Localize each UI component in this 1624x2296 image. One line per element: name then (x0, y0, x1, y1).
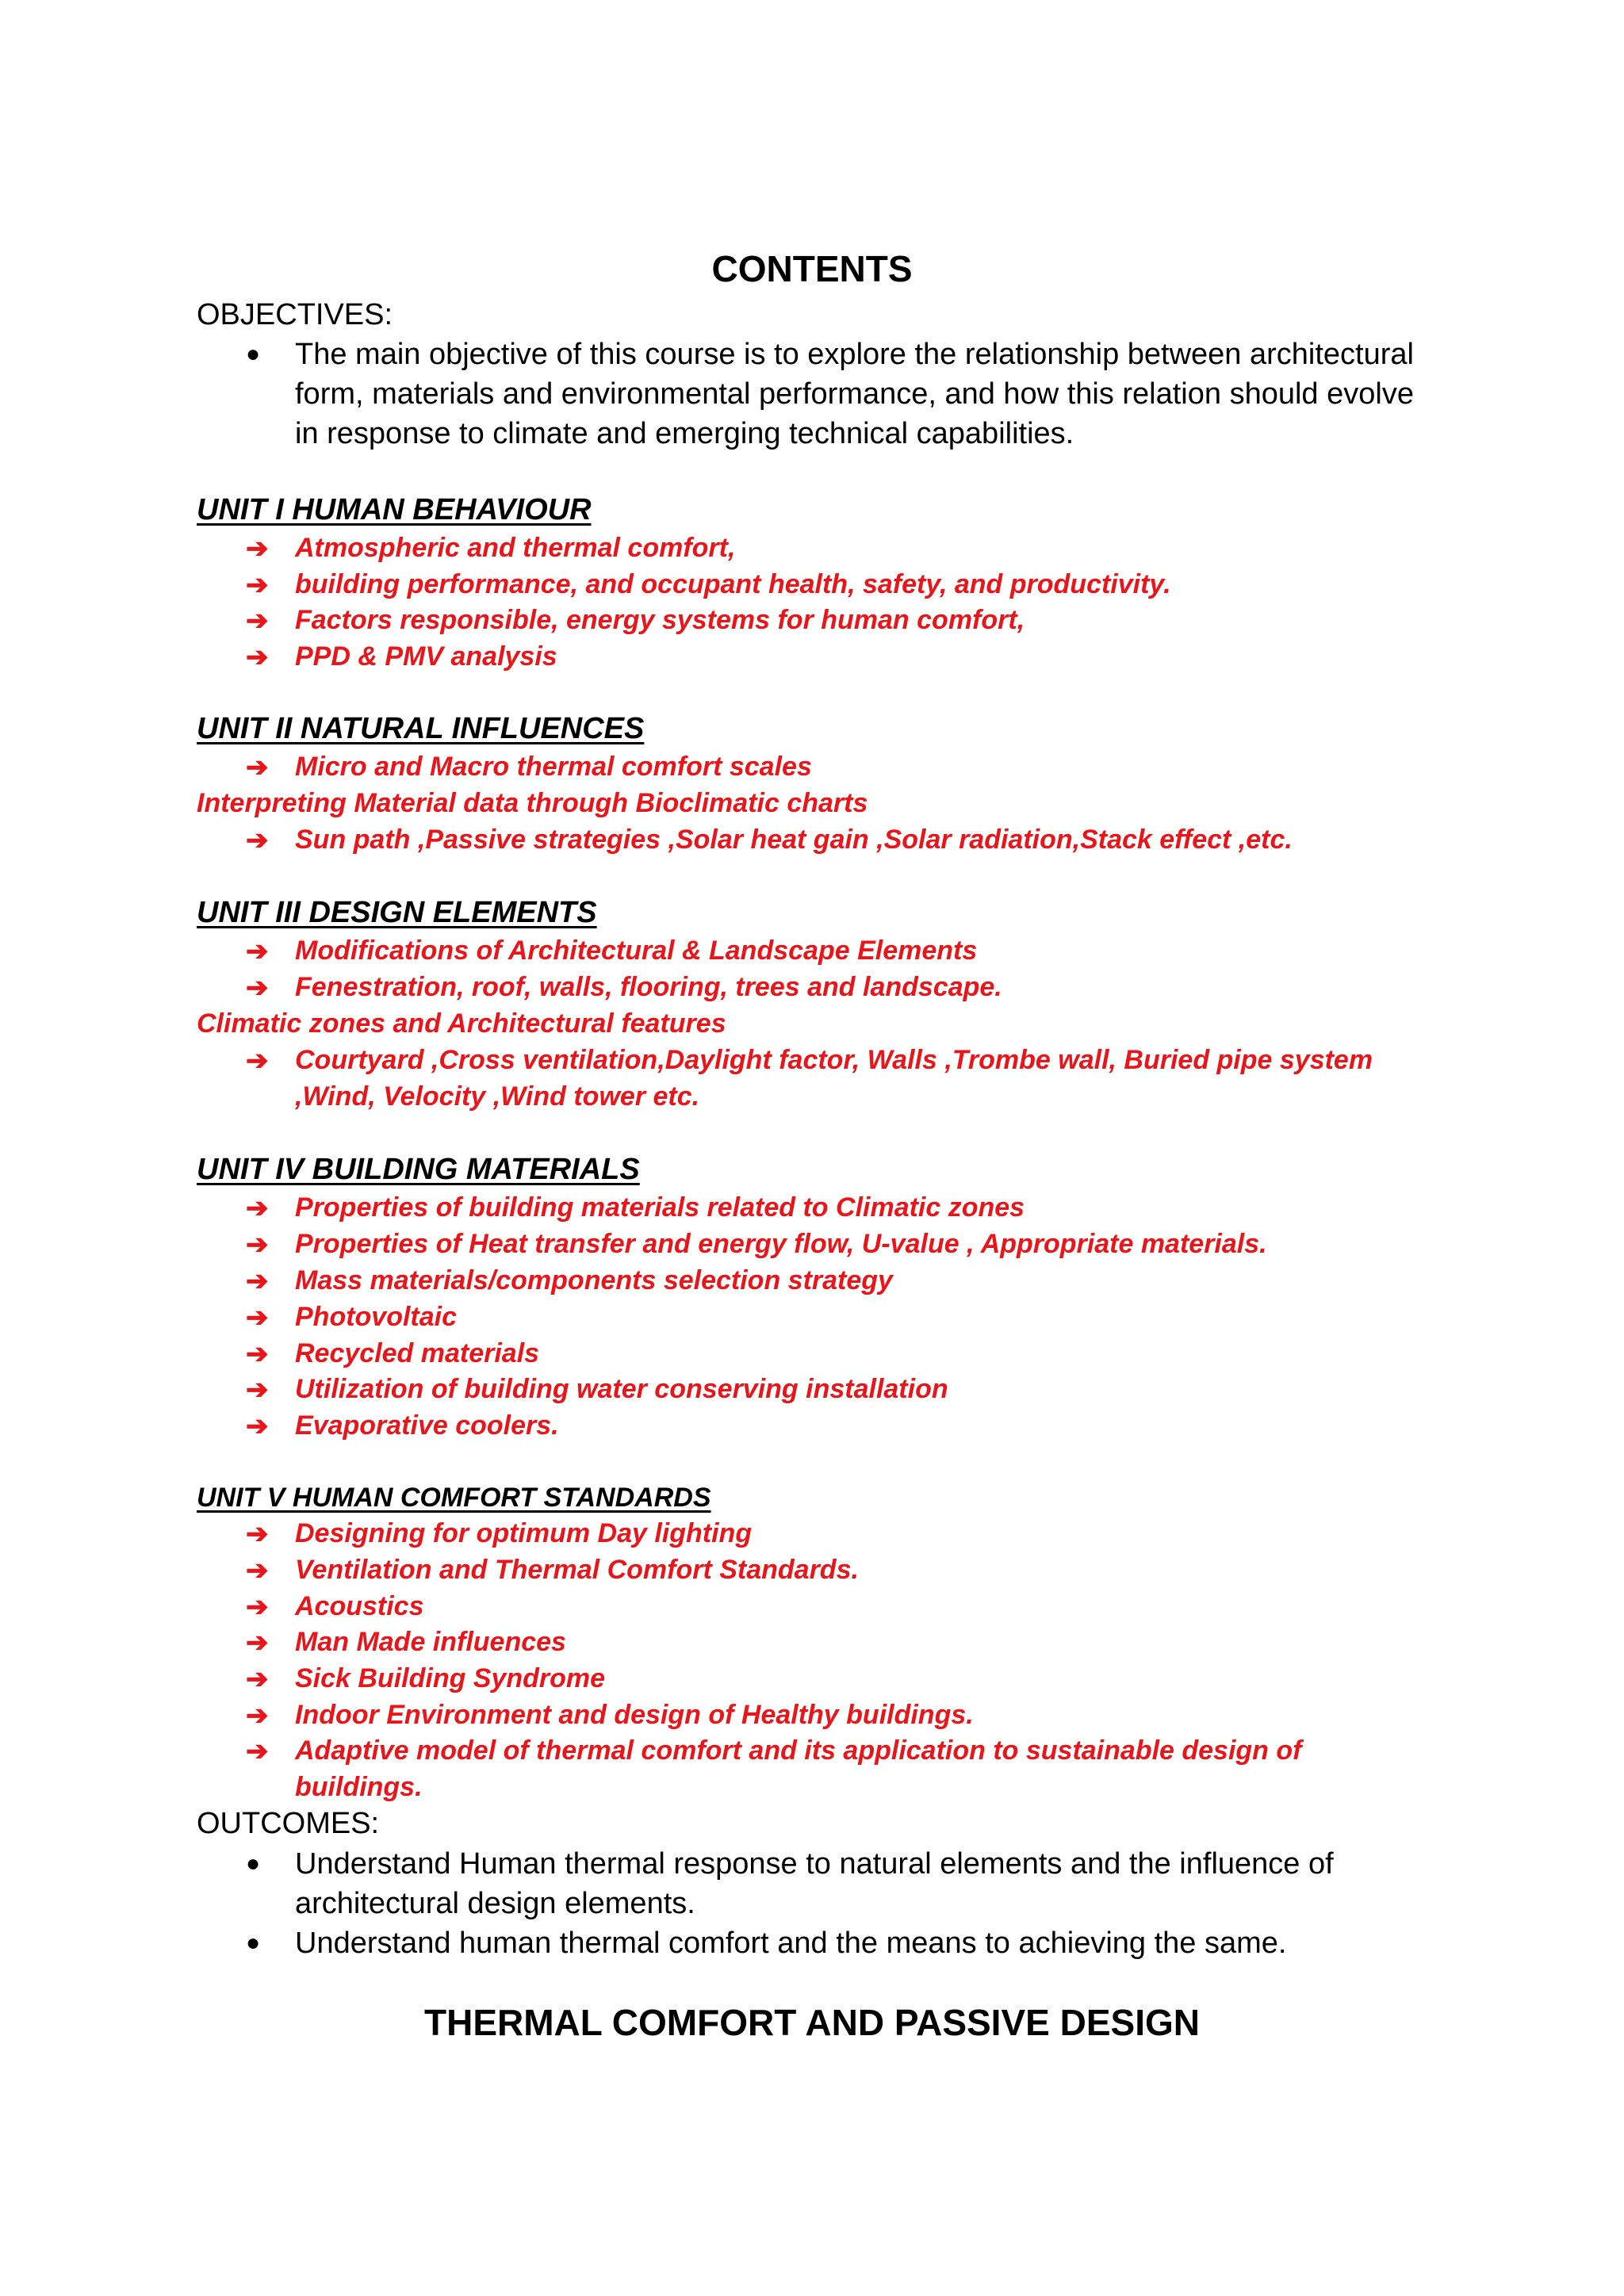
objectives-label: OBJECTIVES: (197, 298, 393, 331)
unit-5-item-continuation: buildings. (295, 1772, 423, 1802)
objectives-text-line: The main objective of this course is to explore the relationship between architectural (295, 338, 1414, 371)
arrow-icon: ➔ (246, 1375, 269, 1405)
arrow-icon: ➔ (246, 570, 269, 600)
unit-5-item: Sick Building Syndrome (295, 1663, 606, 1693)
objectives-text-line: form, materials and environmental performance, and how this relation should evolve (295, 377, 1414, 411)
arrow-icon: ➔ (246, 1193, 269, 1223)
arrow-icon: ➔ (246, 825, 269, 855)
unit-4-item: Evaporative coolers. (295, 1410, 559, 1441)
unit-5-item: Indoor Environment and design of Healthy buildings. (295, 1700, 974, 1730)
arrow-icon: ➔ (246, 1411, 269, 1441)
unit-1-item: building performance, and occupant health, safety, and productivity. (295, 569, 1171, 599)
unit-2-item: Sun path ,Passive strategies ,Solar heat gain ,Solar radiation,Stack effect ,etc. (295, 825, 1293, 855)
unit-3-subheading: Climatic zones and Architectural features (197, 1008, 726, 1039)
unit-3-item-continuation: ,Wind, Velocity ,Wind tower etc. (295, 1081, 700, 1112)
arrow-icon: ➔ (246, 642, 269, 672)
unit-4-item: Utilization of building water conserving installation (295, 1374, 948, 1404)
arrow-icon: ➔ (246, 1628, 269, 1658)
arrow-icon: ➔ (246, 606, 269, 636)
unit-5-heading: UNIT V HUMAN COMFORT STANDARDS (197, 1483, 711, 1513)
arrow-icon: ➔ (246, 1556, 269, 1586)
page-title: CONTENTS (711, 248, 913, 289)
unit-4-item: Properties of building materials related to Climatic zones (295, 1192, 1025, 1223)
unit-5-item: Acoustics (295, 1591, 424, 1621)
unit-4-item: Mass materials/components selection strategy (295, 1265, 893, 1295)
unit-3-heading: UNIT III DESIGN ELEMENTS (197, 896, 597, 929)
unit-3-item: Fenestration, roof, walls, flooring, trees and landscape. (295, 972, 1002, 1002)
arrow-icon: ➔ (246, 1303, 269, 1333)
unit-1-item: Factors responsible, energy systems for human comfort, (295, 605, 1025, 635)
outcomes-label: OUTCOMES: (197, 1807, 380, 1840)
arrow-icon: ➔ (246, 1592, 269, 1622)
arrow-icon: ➔ (246, 534, 269, 564)
unit-1-item: PPD & PMV analysis (295, 641, 557, 672)
outcomes-text-line: Understand Human thermal response to natural elements and the influence of (295, 1847, 1334, 1881)
arrow-icon: ➔ (246, 1266, 269, 1296)
section-title: THERMAL COMFORT AND PASSIVE DESIGN (424, 2002, 1200, 2043)
unit-2-heading: UNIT II NATURAL INFLUENCES (197, 712, 645, 745)
arrow-icon: ➔ (246, 1230, 269, 1260)
unit-2-subheading: Interpreting Material data through Bioclimatic charts (197, 788, 868, 818)
bullet-icon: ● (246, 341, 261, 367)
objectives-text-line: in response to climate and emerging technical capabilities. (295, 417, 1074, 450)
arrow-icon: ➔ (246, 1519, 269, 1549)
unit-3-item: Courtyard ,Cross ventilation,Daylight factor, Walls ,Trombe wall, Buried pipe system (295, 1045, 1373, 1075)
unit-1-heading: UNIT I HUMAN BEHAVIOUR (197, 493, 592, 526)
unit-3-item: Modifications of Architectural & Landscape Elements (295, 936, 978, 966)
unit-5-item: Adaptive model of thermal comfort and its application to sustainable design of (295, 1735, 1302, 1766)
bullet-icon: ● (246, 1930, 261, 1956)
unit-4-item: Properties of Heat transfer and energy flow, U-value , Appropriate materials. (295, 1229, 1267, 1259)
arrow-icon: ➔ (246, 1046, 269, 1076)
arrow-icon: ➔ (246, 752, 269, 783)
unit-5-item: Man Made influences (295, 1627, 566, 1657)
arrow-icon: ➔ (246, 973, 269, 1003)
unit-4-heading: UNIT IV BUILDING MATERIALS (197, 1153, 640, 1186)
outcomes-text-line: architectural design elements. (295, 1887, 695, 1920)
unit-5-item: Ventilation and Thermal Comfort Standards. (295, 1555, 859, 1585)
arrow-icon: ➔ (246, 1339, 269, 1369)
arrow-icon: ➔ (246, 1736, 269, 1766)
arrow-icon: ➔ (246, 936, 269, 966)
unit-4-item: Recycled materials (295, 1338, 540, 1368)
bullet-icon: ● (246, 1850, 261, 1877)
arrow-icon: ➔ (246, 1701, 269, 1731)
unit-4-item: Photovoltaic (295, 1302, 458, 1332)
outcomes-text-line: Understand human thermal comfort and the means to achieving the same. (295, 1927, 1287, 1960)
arrow-icon: ➔ (246, 1664, 269, 1694)
unit-1-item: Atmospheric and thermal comfort, (295, 533, 736, 563)
unit-5-item: Designing for optimum Day lighting (295, 1518, 753, 1548)
unit-2-item: Micro and Macro thermal comfort scales (295, 752, 812, 782)
